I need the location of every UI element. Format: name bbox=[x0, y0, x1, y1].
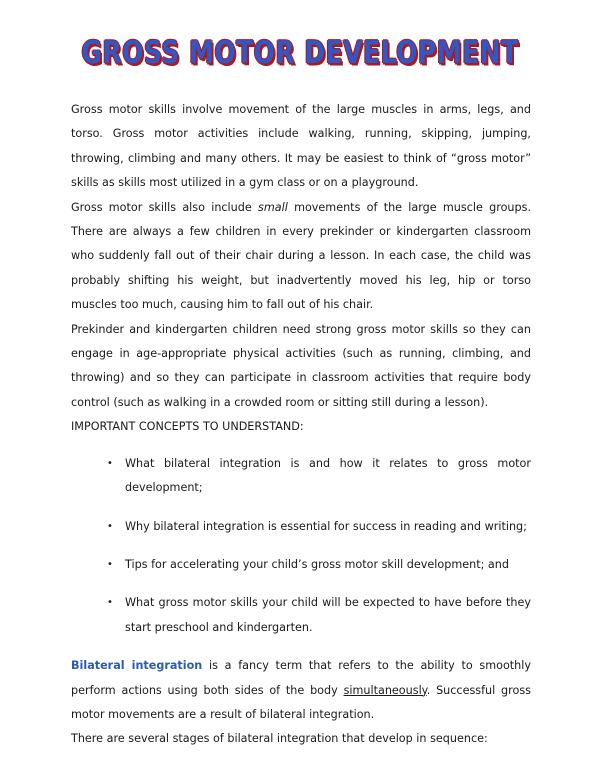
title-banner bbox=[0, 34, 600, 71]
list-item-text: Why bilateral integration is essential for success in reading and writing; bbox=[125, 519, 527, 533]
paragraph-prekinder: Prekinder and kindergarten children need strong gross motor skills so they can engage in age-appropriate physical activities (such as running, climbing, and throwing) and so they can participate in classroom activities that require body control (such as walking in a crowded room or sitting still during a lesson). bbox=[71, 322, 531, 409]
list-item-text: Tips for accelerating your child’s gross motor skill development; and bbox=[125, 557, 509, 571]
bullet-icon: • bbox=[107, 457, 113, 469]
list-item-text: What bilateral integration is and how it relates to gross motor development; bbox=[125, 456, 531, 495]
concepts-list bbox=[71, 452, 531, 640]
bilateral-integration-link[interactable]: Bilateral integration bbox=[71, 659, 203, 673]
bullet-icon: • bbox=[107, 597, 113, 609]
underlined-term: simultaneously bbox=[343, 683, 427, 697]
paragraph-text: . Successful gross motor movements are a result of bilateral integration. bbox=[71, 683, 532, 721]
list-item bbox=[71, 452, 531, 501]
list-item bbox=[71, 553, 531, 577]
list-item bbox=[71, 515, 531, 539]
concepts-heading: IMPORTANT CONCEPTS TO UNDERSTAND: bbox=[71, 420, 304, 434]
document-body bbox=[71, 98, 531, 752]
paragraph-stages: There are several stages of bilateral integration that develop in sequence: bbox=[71, 732, 488, 746]
paragraph-bilateral-integration bbox=[71, 654, 531, 727]
paragraph-intro: Gross motor skills involve movement of the large muscles in arms, legs, and torso. Gross motor activities include walking, running, skipping, jumping, throwing, climbing and many others. It may be easiest to think of “gross motor” skills as skills most utilized in a gym class or on a playground. bbox=[71, 103, 531, 190]
list-item-text: What gross motor skills your child will be expected to have before they start preschool and kindergarten. bbox=[125, 596, 531, 634]
bullet-icon: • bbox=[107, 520, 113, 532]
paragraph-text: Gross motor skills also include bbox=[71, 200, 258, 214]
list-item bbox=[71, 591, 531, 640]
emphasis-small: small bbox=[258, 200, 288, 214]
page-title: GROSS MOTOR DEVELOPMENT bbox=[81, 34, 519, 71]
paragraph-text: movements of the large muscle groups. There are always a few children in every prekinder or kindergarten classroom who suddenly fall out of their chair during a lesson. In each case, the child was probably shifting his weight, but inadvertently moved his leg, hip or torso muscles too much, causing him to fall out of his chair. bbox=[71, 200, 531, 312]
bullet-icon: • bbox=[107, 558, 113, 570]
paragraph-small-movements bbox=[71, 196, 531, 318]
paragraph-text: is a fancy term that refers to the ability to smoothly perform actions using both sides of the body bbox=[71, 659, 532, 697]
